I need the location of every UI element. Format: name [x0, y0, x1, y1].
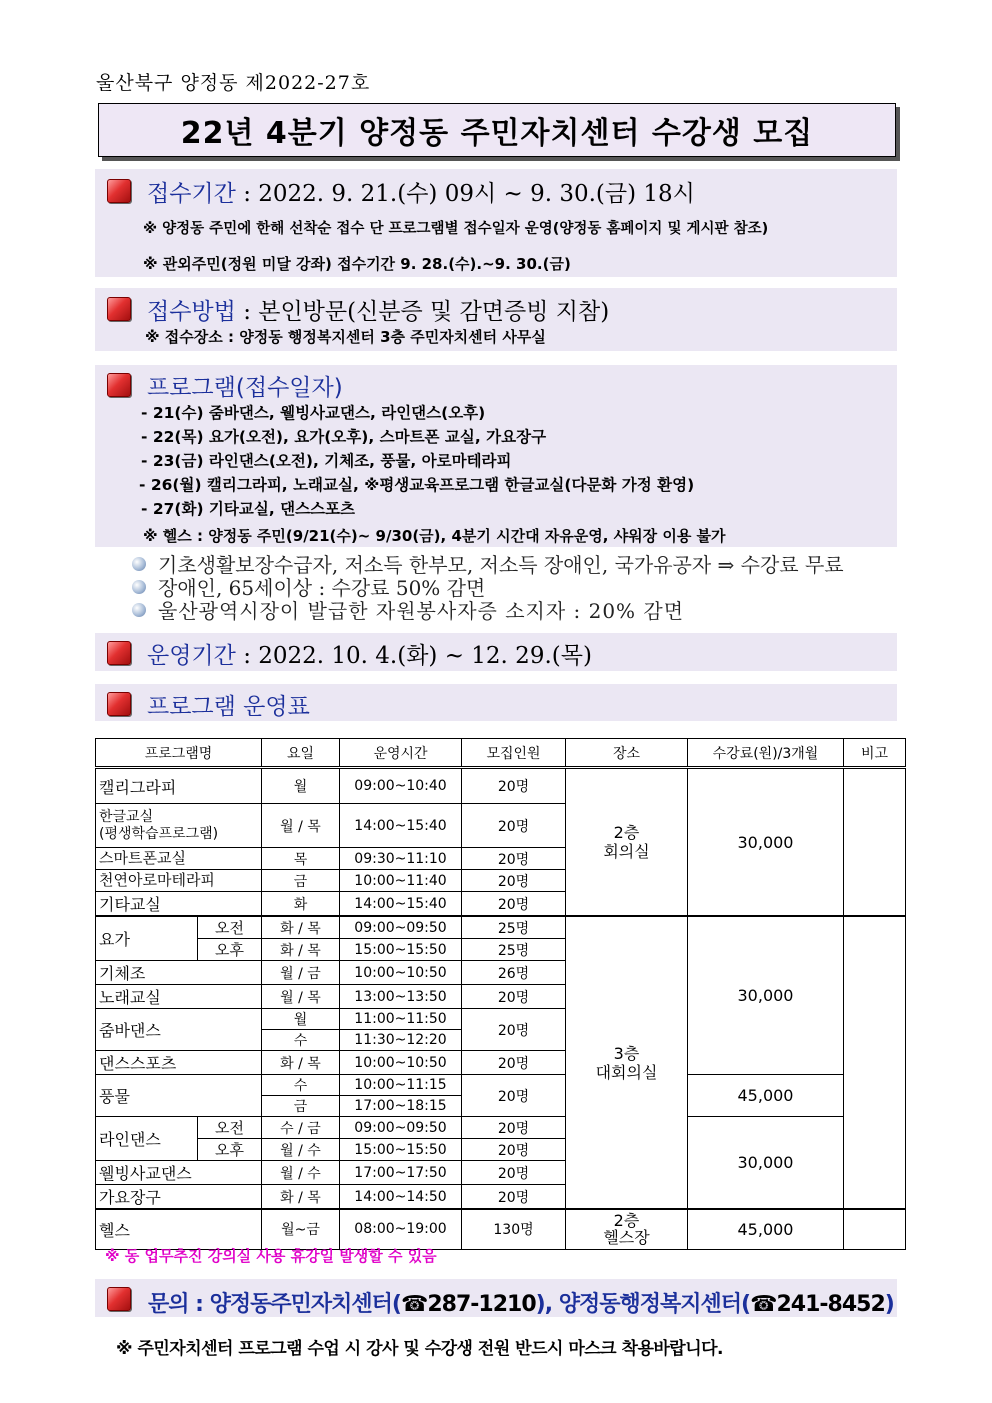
- program-count: 20명: [462, 1009, 566, 1051]
- program-day: 화 / 목: [262, 916, 340, 939]
- program-name: 풍물: [96, 1075, 262, 1117]
- table-row: [96, 768, 906, 804]
- contact-office-1: 양정동주민자치센터(: [209, 1292, 401, 1317]
- program-fee: 30,000: [688, 768, 844, 917]
- operation-label: 운영기간: [147, 643, 236, 669]
- contact-office-2: ), 양정동행정복지센터(: [535, 1292, 751, 1317]
- program-time: 10:00~11:15: [340, 1075, 462, 1096]
- program-count: 20명: [462, 1075, 566, 1117]
- program-name: 웰빙사교댄스: [96, 1161, 262, 1185]
- contact-line: [148, 1287, 894, 1318]
- column-header: 운영시간: [340, 739, 462, 768]
- program-day-item: - 22(목) 요가(오전), 요가(오후), 스마트폰 교실, 가요장구: [141, 428, 547, 446]
- program-count: 20명: [462, 1117, 566, 1139]
- red-square-bullet-icon: [107, 179, 131, 203]
- program-day: 화 / 목: [262, 1051, 340, 1075]
- program-remark: [844, 1209, 906, 1249]
- program-count: 20명: [462, 1051, 566, 1075]
- column-header: 비고: [844, 739, 906, 768]
- program-time: 11:00~11:50: [340, 1009, 462, 1030]
- table-header-row: [96, 739, 906, 768]
- method-section: [95, 288, 897, 351]
- program-count: 20명: [462, 1161, 566, 1185]
- program-time: 09:00~09:50: [340, 916, 462, 939]
- program-day-item: - 21(수) 줌바댄스, 웰빙사교댄스, 라인댄스(오후): [141, 404, 486, 422]
- program-day: 월~금: [262, 1209, 340, 1249]
- discount-item: 울산광역시장이 발급한 자원봉사자증 소지자 : 20% 감면: [158, 599, 685, 623]
- registration-label: 접수기간: [147, 181, 236, 207]
- program-time: 09:00~10:40: [340, 768, 462, 804]
- program-name: 댄스스포츠: [96, 1051, 262, 1075]
- schedule-section: [95, 684, 897, 721]
- program-time: 17:00~17:50: [340, 1161, 462, 1185]
- contact-close: ): [884, 1292, 894, 1317]
- column-header: 수강료(원)/3개월: [688, 739, 844, 768]
- program-name: 기타교실: [96, 892, 262, 917]
- program-day: 수: [262, 1030, 340, 1051]
- program-time: 15:00~15:50: [340, 939, 462, 961]
- program-day: 월 / 금: [262, 961, 340, 985]
- page-title: 22년 4분기 양정동 주민자치센터 수강생 모집: [98, 103, 896, 157]
- program-fee: 30,000: [688, 916, 844, 1075]
- mask-notice: ※ 주민자치센터 프로그램 수업 시 강사 및 수강생 전원 반드시 마스크 착용바랍니다.: [116, 1339, 724, 1359]
- document-number: 울산북구 양정동 제2022-27호: [96, 72, 371, 94]
- program-count: 25명: [462, 939, 566, 961]
- program-place: 3층 대회의실: [566, 916, 688, 1209]
- program-count: 20명: [462, 1185, 566, 1210]
- program-count: 20명: [462, 870, 566, 892]
- program-day: 수: [262, 1075, 340, 1096]
- red-square-bullet-icon: [107, 692, 131, 716]
- red-square-bullet-icon: [107, 373, 131, 397]
- method-label: 접수방법: [147, 299, 236, 325]
- program-fee: 30,000: [688, 1117, 844, 1210]
- program-name: 천연아로마테라피: [96, 870, 262, 892]
- program-day: 월 / 수: [262, 1139, 340, 1161]
- operation-section: [95, 633, 897, 671]
- program-name: 캘리그라피: [96, 768, 262, 804]
- program-time: 10:00~10:50: [340, 1051, 462, 1075]
- column-header: 모집인원: [462, 739, 566, 768]
- program-day: 목: [262, 848, 340, 870]
- program-day: 수 / 금: [262, 1117, 340, 1139]
- program-name: 가요장구: [96, 1185, 262, 1210]
- table-row: [96, 1209, 906, 1249]
- program-name: 한글교실 (평생학습프로그램): [96, 804, 262, 848]
- blue-dot-icon: [132, 580, 146, 594]
- schedule-table: [95, 738, 906, 1250]
- red-square-bullet-icon: [107, 1287, 131, 1311]
- program-count: 20명: [462, 892, 566, 917]
- programs-label: 프로그램(접수일자): [147, 375, 343, 401]
- registration-value: : 2022. 9. 21.(수) 09시 ~ 9. 30.(금) 18시: [243, 181, 695, 207]
- red-square-bullet-icon: [107, 297, 131, 321]
- program-count: 130명: [462, 1209, 566, 1249]
- program-day: 월: [262, 1009, 340, 1030]
- program-time: 11:30~12:20: [340, 1030, 462, 1051]
- program-day: 화: [262, 892, 340, 917]
- program-name: 기체조: [96, 961, 262, 985]
- program-count: 26명: [462, 961, 566, 985]
- program-day: 화 / 목: [262, 1185, 340, 1210]
- program-day: 금: [262, 1096, 340, 1117]
- program-count: 20명: [462, 1139, 566, 1161]
- operation-value: : 2022. 10. 4.(화) ~ 12. 29.(목): [243, 643, 592, 669]
- programs-section: [95, 365, 897, 547]
- program-count: 20명: [462, 848, 566, 870]
- program-name: 줌바댄스: [96, 1009, 262, 1051]
- program-name: 요가: [96, 916, 198, 961]
- program-remark: [844, 916, 906, 1209]
- contact-label: 문의 :: [148, 1292, 203, 1317]
- program-session: 오후: [198, 939, 262, 961]
- program-day: 월 / 목: [262, 804, 340, 848]
- program-place: 2층 헬스장: [566, 1209, 688, 1249]
- contact-phone-1: ☎287-1210: [400, 1292, 536, 1317]
- program-time: 09:00~09:50: [340, 1117, 462, 1139]
- program-name: 헬스: [96, 1209, 262, 1249]
- column-header: 요일: [262, 739, 340, 768]
- contact-phone-2: ☎241-8452: [750, 1292, 885, 1317]
- program-time: 17:00~18:15: [340, 1096, 462, 1117]
- blue-dot-icon: [132, 603, 146, 617]
- program-time: 08:00~19:00: [340, 1209, 462, 1249]
- table-row: [96, 1117, 906, 1139]
- program-fee: 45,000: [688, 1209, 844, 1249]
- health-note: ※ 헬스 : 양정동 주민(9/21(수)~ 9/30(금), 4분기 시간대 자유운영, 샤워장 이용 불가: [143, 527, 726, 545]
- program-day-item: - 23(금) 라인댄스(오전), 기체조, 풍물, 아로마테라피: [141, 452, 512, 470]
- program-name: 노래교실: [96, 985, 262, 1009]
- program-fee: 45,000: [688, 1075, 844, 1117]
- program-name: 라인댄스: [96, 1117, 198, 1161]
- program-day: 금: [262, 870, 340, 892]
- program-count: 25명: [462, 916, 566, 939]
- program-count: 20명: [462, 985, 566, 1009]
- program-time: 14:00~14:50: [340, 1185, 462, 1210]
- registration-section: [95, 169, 897, 277]
- method-value: : 본인방문(신분증 및 감면증빙 지참): [243, 299, 610, 325]
- program-day-item: - 26(월) 캘리그라피, 노래교실, ※평생교육프로그램 한글교실(다문화 가정 환영): [139, 476, 695, 494]
- program-count: 20명: [462, 804, 566, 848]
- program-count: 20명: [462, 768, 566, 804]
- method-note: ※ 접수장소 : 양정동 행정복지센터 3층 주민자치센터 사무실: [145, 328, 546, 346]
- program-day: 화 / 목: [262, 939, 340, 961]
- discount-item: 장애인, 65세이상 : 수강료 50% 감면: [158, 576, 486, 600]
- program-day: 월: [262, 768, 340, 804]
- blue-dot-icon: [132, 557, 146, 571]
- schedule-title: 프로그램 운영표: [147, 694, 310, 720]
- warning-note: ※ 동 업무추진 강의실 사용 휴강일 발생할 수 있음: [105, 1247, 437, 1265]
- program-remark: [844, 768, 906, 917]
- registration-note-2: ※ 관외주민(정원 미달 강좌) 접수기간 9. 28.(수).~9. 30.(금): [143, 255, 571, 273]
- program-name: 스마트폰교실: [96, 848, 262, 870]
- program-session: 오전: [198, 1117, 262, 1139]
- table-row: [96, 916, 906, 939]
- program-time: 10:00~10:50: [340, 961, 462, 985]
- program-time: 14:00~15:40: [340, 804, 462, 848]
- program-day-item: - 27(화) 기타교실, 댄스스포츠: [141, 500, 355, 518]
- column-header: 프로그램명: [96, 739, 262, 768]
- program-time: 09:30~11:10: [340, 848, 462, 870]
- program-day: 월 / 목: [262, 985, 340, 1009]
- program-time: 14:00~15:40: [340, 892, 462, 917]
- red-square-bullet-icon: [107, 641, 131, 665]
- program-session: 오전: [198, 916, 262, 939]
- program-time: 10:00~11:40: [340, 870, 462, 892]
- registration-note-1: ※ 양정동 주민에 한해 선착순 접수 단 프로그램별 접수일자 운영(양정동 홈페이지 및 게시판 참조): [143, 221, 769, 237]
- program-session: 오후: [198, 1139, 262, 1161]
- table-row: [96, 1075, 906, 1096]
- program-day: 월 / 수: [262, 1161, 340, 1185]
- program-place: 2층 회의실: [566, 768, 688, 917]
- program-time: 13:00~13:50: [340, 985, 462, 1009]
- program-time: 15:00~15:50: [340, 1139, 462, 1161]
- column-header: 장소: [566, 739, 688, 768]
- discount-item: 기초생활보장수급자, 저소득 한부모, 저소득 장애인, 국가유공자 ⇒ 수강료 무료: [158, 553, 844, 577]
